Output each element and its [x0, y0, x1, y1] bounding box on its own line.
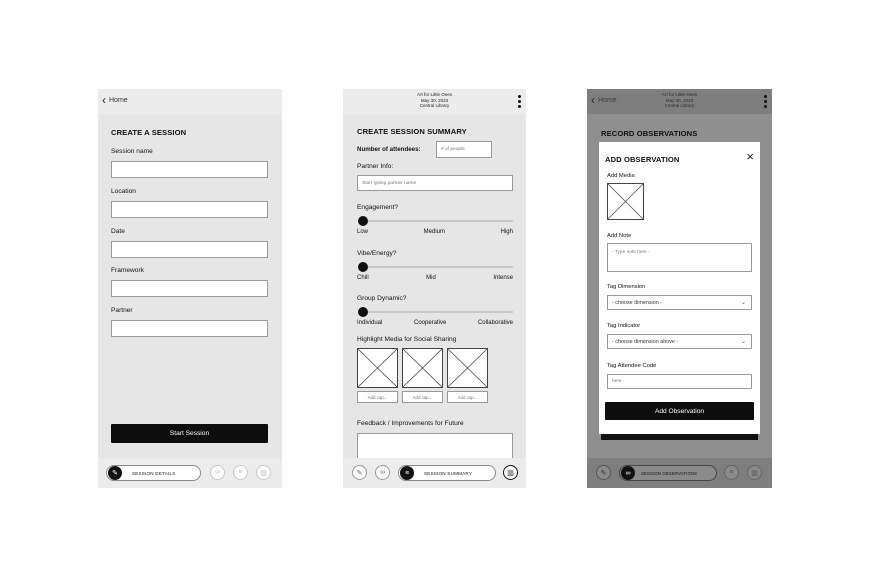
- partner-info-label: Partner Info:: [357, 163, 394, 170]
- group-slider-handle[interactable]: [358, 307, 368, 317]
- highlight-media-label: Highlight Media for Social Sharing: [357, 336, 457, 343]
- attendee-code-input[interactable]: [607, 374, 752, 389]
- media-placeholder-3[interactable]: [447, 348, 488, 388]
- modal-title: ADD OBSERVATION: [605, 155, 680, 164]
- chart-icon[interactable]: ▥: [503, 465, 518, 480]
- nav-active-label: SESSION OBSERVATIONS: [641, 470, 698, 476]
- note-textarea[interactable]: [607, 243, 752, 272]
- chevron-left-icon: ‹: [102, 93, 106, 107]
- scale-cooperative: Cooperative: [413, 320, 447, 326]
- vibe-slider-handle[interactable]: [358, 262, 368, 272]
- session-name: Art for Little Ones: [661, 92, 697, 97]
- engagement-scale: [357, 229, 513, 235]
- bottom-nav: [343, 458, 526, 488]
- page-title: CREATE SESSION SUMMARY: [357, 127, 467, 136]
- scale-low: Low: [357, 229, 369, 235]
- chart-icon[interactable]: ▥: [747, 465, 762, 480]
- record-observations-screen: [587, 89, 772, 488]
- session-name-label: Session name: [111, 148, 153, 155]
- add-observation-button[interactable]: Add Observation: [605, 402, 754, 420]
- nav-active-label: SESSION SUMMARY: [424, 470, 473, 476]
- tag-indicator-label: Tag Indicator: [607, 323, 641, 329]
- media-placeholder-2[interactable]: [402, 348, 443, 388]
- attendee-code-placeholder: here -: [612, 379, 625, 384]
- scale-individual: Individual: [357, 320, 383, 326]
- add-note-label: Add Note: [607, 233, 632, 239]
- close-icon[interactable]: ×: [746, 149, 754, 164]
- notes-icon[interactable]: ≡: [233, 465, 248, 480]
- session-header-info: [587, 92, 772, 109]
- indicator-select[interactable]: [607, 334, 752, 349]
- tag-dimension-label: Tag Dimension: [607, 284, 646, 290]
- chevron-down-icon: ⌄: [740, 339, 746, 345]
- scale-chill: Chill: [357, 275, 369, 281]
- media-placeholder-1[interactable]: [357, 348, 398, 388]
- framework-input[interactable]: [111, 280, 268, 297]
- back-label: Home: [598, 96, 617, 104]
- scale-mid: Mid: [426, 275, 436, 281]
- caption-input-3[interactable]: Add cap...: [447, 391, 488, 403]
- partner-info-input[interactable]: [357, 175, 513, 191]
- binoculars-icon: ∞: [621, 466, 635, 480]
- caption-input-1[interactable]: Add cap...: [357, 391, 398, 403]
- attendees-placeholder: # of people: [441, 147, 465, 152]
- attendees-input[interactable]: [436, 141, 492, 158]
- chevron-left-icon: ‹: [591, 93, 595, 107]
- partner-label: Partner: [111, 307, 133, 314]
- top-bar: [343, 89, 526, 114]
- back-label: Home: [109, 96, 128, 104]
- session-name-input[interactable]: [111, 161, 268, 178]
- nav-active-label: SESSION DETAILS: [132, 470, 176, 476]
- location-label: Location: [111, 188, 136, 195]
- session-name: Art for Little Ones: [416, 92, 452, 97]
- note-placeholder: - Type note here -: [612, 250, 650, 255]
- framework-label: Framework: [111, 267, 144, 274]
- back-button[interactable]: [102, 95, 128, 105]
- group-scale: [357, 320, 513, 326]
- scale-collaborative: Collaborative: [477, 320, 513, 326]
- add-media-label: Add Media: [607, 173, 635, 179]
- media-placeholder[interactable]: [607, 183, 644, 220]
- session-summary-screen: [343, 89, 526, 488]
- session-location: Central Library: [664, 103, 695, 109]
- session-header-info: [343, 92, 526, 109]
- binoculars-icon[interactable]: ∞: [210, 465, 225, 480]
- scale-high: High: [500, 229, 513, 235]
- page-title: CREATE A SESSION: [111, 128, 187, 137]
- notes-icon[interactable]: ≡: [724, 465, 739, 480]
- dimension-select-value: - choose dimension -: [612, 299, 663, 306]
- group-dynamic-label: Group Dynamic?: [357, 295, 407, 302]
- scale-medium: Medium: [423, 229, 445, 235]
- vibe-slider-track[interactable]: [361, 266, 513, 268]
- start-session-button[interactable]: Start Session: [111, 424, 268, 443]
- bottom-nav: [98, 458, 282, 488]
- bottom-nav: [587, 458, 772, 488]
- feedback-label: Feedback / Improvements for Future: [357, 420, 464, 427]
- more-menu-icon[interactable]: [518, 95, 521, 108]
- engagement-label: Engagement?: [357, 204, 399, 211]
- vibe-scale: [357, 275, 513, 281]
- pencil-icon[interactable]: ✎: [596, 465, 611, 480]
- engagement-slider-track[interactable]: [361, 220, 513, 222]
- partner-info-placeholder: Start typing partner name: [362, 180, 417, 186]
- add-observation-modal: [599, 142, 760, 434]
- top-bar: [98, 89, 282, 114]
- binoculars-icon[interactable]: ∞: [375, 465, 390, 480]
- scale-intense: Intense: [493, 275, 513, 281]
- more-menu-icon[interactable]: [764, 95, 767, 108]
- location-input[interactable]: [111, 201, 268, 218]
- session-date: May 30, 2023: [420, 97, 449, 103]
- pencil-icon[interactable]: ✎: [352, 465, 367, 480]
- form-panel: [98, 114, 282, 458]
- create-session-screen: [98, 89, 282, 488]
- indicator-select-value: - choose dimension above -: [612, 338, 679, 345]
- pencil-icon: ✎: [108, 466, 122, 480]
- date-label: Date: [111, 228, 125, 235]
- engagement-slider-handle[interactable]: [358, 216, 368, 226]
- dimension-select[interactable]: [607, 295, 752, 310]
- nav-session-summary[interactable]: [398, 465, 496, 481]
- session-location: Central Library: [419, 103, 450, 109]
- attendees-label: Number of attendees:: [357, 146, 421, 153]
- vibe-energy-label: Vibe/Energy?: [357, 250, 397, 257]
- date-input[interactable]: [111, 241, 268, 258]
- tag-attendee-label: Tag Attendee Code: [607, 363, 657, 369]
- nav-session-details[interactable]: [106, 465, 201, 481]
- chevron-down-icon: ⌄: [740, 300, 746, 306]
- session-date: May 30, 2023: [665, 97, 694, 103]
- caption-input-2[interactable]: Add cap...: [402, 391, 443, 403]
- group-slider-track[interactable]: [361, 311, 513, 313]
- partner-input[interactable]: [111, 320, 268, 337]
- summary-panel: [343, 114, 526, 458]
- nav-session-observations[interactable]: [619, 465, 717, 481]
- chart-icon[interactable]: ▥: [256, 465, 271, 480]
- page-title: RECORD OBSERVATIONS: [601, 129, 698, 138]
- notes-icon: ≡: [400, 466, 414, 480]
- top-bar: [587, 89, 772, 114]
